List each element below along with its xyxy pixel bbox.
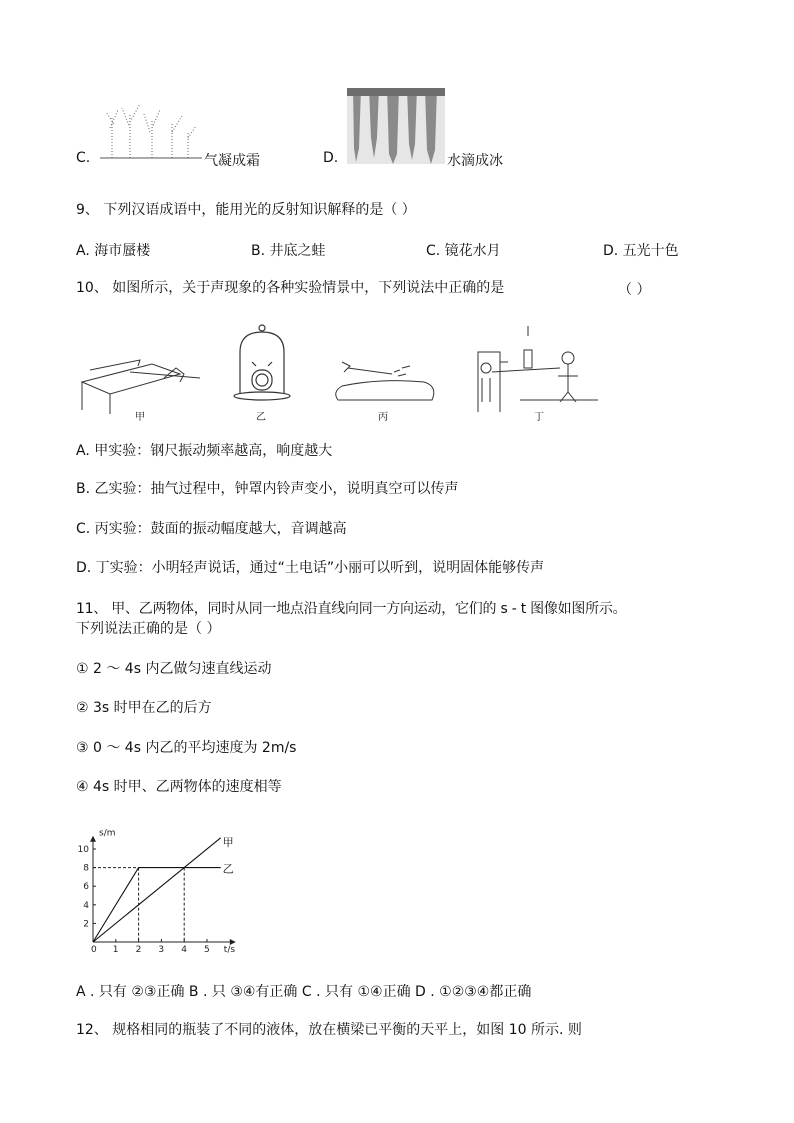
- experiment-yi-drawing: [234, 325, 290, 400]
- x-tick-label: 2: [135, 945, 142, 955]
- series-line-yi: [93, 868, 221, 942]
- y-tick-label: 10: [77, 845, 89, 855]
- series-label-jia: 甲: [222, 835, 234, 849]
- experiment-jia-drawing: [82, 360, 200, 414]
- q10-option-d: D. 丁实验：小明轻声说话，通过“土电话”小丽可以听到，说明固体能够传声: [76, 560, 545, 576]
- experiment-ding-drawing: [478, 326, 598, 412]
- q8-option-d-letter: D.: [323, 150, 339, 166]
- series-line-jia: [93, 838, 221, 942]
- icicle-image: [347, 88, 445, 164]
- q8-option-c-letter: C.: [76, 150, 91, 166]
- x-tick-label: 0: [91, 945, 97, 955]
- q11-item-3: ③ 0 ～ 4s 内乙的平均速度为 2m/s: [76, 740, 297, 756]
- figure-label-ding: 丁: [534, 412, 544, 423]
- q11-stem-line1: 11、 甲、乙两物体，同时从同一地点沿直线向同一方向运动，它们的 s - t 图像如图所示。: [76, 601, 627, 617]
- q9-option-c: C. 镜花水月: [426, 243, 501, 259]
- series-label-yi: 乙: [222, 862, 234, 876]
- q11-item-4: ④ 4s 时甲、乙两物体的速度相等: [76, 779, 282, 795]
- y-axis-arrow: [90, 836, 96, 842]
- figure-label-jia: 甲: [135, 412, 145, 423]
- q10-option-c: C. 丙实验：鼓面的振动幅度越大，音调越高: [76, 521, 347, 537]
- y-tick-label: 4: [83, 900, 89, 911]
- q11-stem-line2: 下列说法正确的是（ ）: [76, 621, 221, 637]
- q9-option-a: A. 海市蜃楼: [76, 243, 151, 259]
- q11-item-2: ② 3s 时甲在乙的后方: [76, 700, 212, 716]
- frost-image: [100, 88, 202, 164]
- q10-answer-paren: （ ）: [618, 282, 651, 298]
- q12-stem: 12、 规格相同的瓶装了不同的液体，放在横梁已平衡的天平上，如图 10 所示. 则: [76, 1022, 582, 1038]
- q9-stem: 9、 下列汉语成语中，能用光的反射知识解释的是（ ）: [76, 202, 416, 218]
- q10-option-a: A. 甲实验：钢尺振动频率越高，响度越大: [76, 443, 333, 459]
- q11-item-1: ① 2 ～ 4s 内乙做匀速直线运动: [76, 661, 272, 677]
- figure-label-bing: 丙: [378, 412, 388, 423]
- q10-option-b: B. 乙实验：抽气过程中，钟罩内铃声变小，说明真空可以传声: [76, 481, 459, 497]
- s-t-chart: [76, 820, 266, 960]
- sound-experiments-figure: [80, 322, 598, 424]
- q9-option-b: B. 井底之蛙: [251, 243, 326, 259]
- q8-option-c-text: 气凝成霜: [204, 153, 260, 169]
- y-tick-label: 2: [83, 919, 89, 930]
- q8-option-d-text: 水滴成冰: [447, 153, 503, 169]
- q9-option-d: D. 五光十色: [603, 243, 679, 259]
- x-axis-label: t/s: [223, 945, 236, 955]
- q11-options: A . 只有 ②③正确 B . 只 ③④有正确 C . 只有 ①④正确 D . ①②③④都正确: [76, 984, 532, 1000]
- y-tick-label: 8: [83, 863, 89, 874]
- experiment-bing-drawing: [336, 362, 434, 400]
- x-tick-label: 5: [204, 945, 210, 955]
- figure-label-yi: 乙: [256, 412, 266, 423]
- y-tick-label: 6: [83, 882, 89, 893]
- x-tick-label: 1: [112, 945, 119, 955]
- y-axis-label: s/m: [99, 828, 116, 839]
- q10-stem: 10、 如图所示，关于声现象的各种实验情景中，下列说法中正确的是: [76, 280, 505, 296]
- x-tick-label: 4: [181, 945, 187, 955]
- x-tick-label: 3: [158, 945, 165, 955]
